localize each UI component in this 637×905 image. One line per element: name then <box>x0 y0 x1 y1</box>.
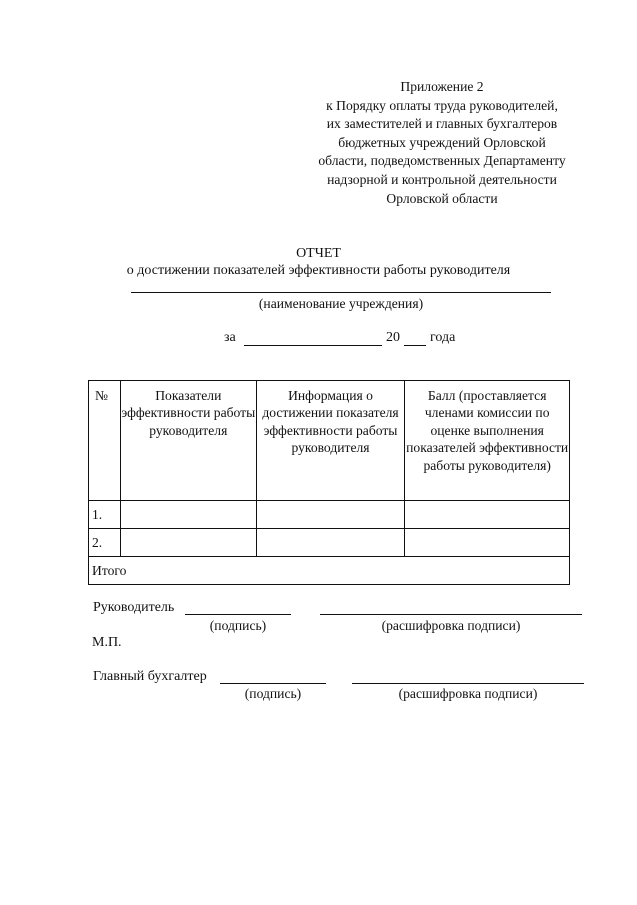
institution-caption: (наименование учреждения) <box>258 296 424 311</box>
stamp-label: М.П. <box>92 635 122 650</box>
table-cell[interactable] <box>120 529 256 557</box>
header-score: Балл (проставляется членами комиссии по оценке выполнения показателей эффективности работы руководителя) <box>405 381 570 501</box>
annex-line: их заместителей и главных бухгалтеров <box>326 116 558 132</box>
head-label: Руководитель <box>93 600 175 615</box>
table-header-row <box>89 381 570 501</box>
table-cell[interactable] <box>120 501 256 529</box>
head-decode-caption: (расшифровка подписи) <box>381 618 521 633</box>
year-line <box>404 345 426 346</box>
accountant-signature-line[interactable] <box>220 683 326 684</box>
accountant-label: Главный бухгалтер <box>93 669 207 684</box>
table-cell[interactable] <box>405 529 570 557</box>
accountant-signature-caption: (подпись) <box>244 686 302 701</box>
table-cell[interactable] <box>405 501 570 529</box>
header-indicators: Показатели эффективности работы руководителя <box>120 381 256 501</box>
annex-line: к Порядку оплаты труда руководителей, <box>326 97 558 113</box>
institution-line <box>131 292 551 293</box>
year-suffix: года <box>430 330 456 345</box>
annex-line: надзорной и контрольной деятельности <box>327 171 557 187</box>
period-line <box>244 345 382 346</box>
table-row <box>89 529 570 557</box>
accountant-decode-caption: (расшифровка подписи) <box>398 686 538 701</box>
annex-line: бюджетных учреждений Орловской <box>338 134 546 150</box>
head-decode-line[interactable] <box>320 614 582 615</box>
header-number: № <box>89 381 121 501</box>
annex-header <box>290 78 594 208</box>
table-cell[interactable] <box>256 529 405 557</box>
table-cell[interactable] <box>256 501 405 529</box>
annex-line: Приложение 2 <box>400 79 484 94</box>
report-subtitle: о достижении показателей эффективности работы руководителя <box>126 263 511 278</box>
annex-line: Орловской области <box>386 190 498 206</box>
row-number: 1. <box>89 501 121 529</box>
report-table <box>88 380 570 585</box>
period-prefix: за <box>224 330 236 345</box>
year-prefix: 20 <box>386 330 400 345</box>
table-row <box>89 501 570 529</box>
total-label: Итого <box>89 557 570 585</box>
annex-line: области, подведомственных Департаменту <box>318 153 566 169</box>
table-total-row <box>89 557 570 585</box>
header-information: Информация о достижении показателя эффективности работы руководителя <box>256 381 405 501</box>
accountant-decode-line[interactable] <box>352 683 584 684</box>
row-number: 2. <box>89 529 121 557</box>
head-signature-line[interactable] <box>185 614 291 615</box>
head-signature-caption: (подпись) <box>209 618 267 633</box>
report-title: ОТЧЕТ <box>296 246 341 261</box>
